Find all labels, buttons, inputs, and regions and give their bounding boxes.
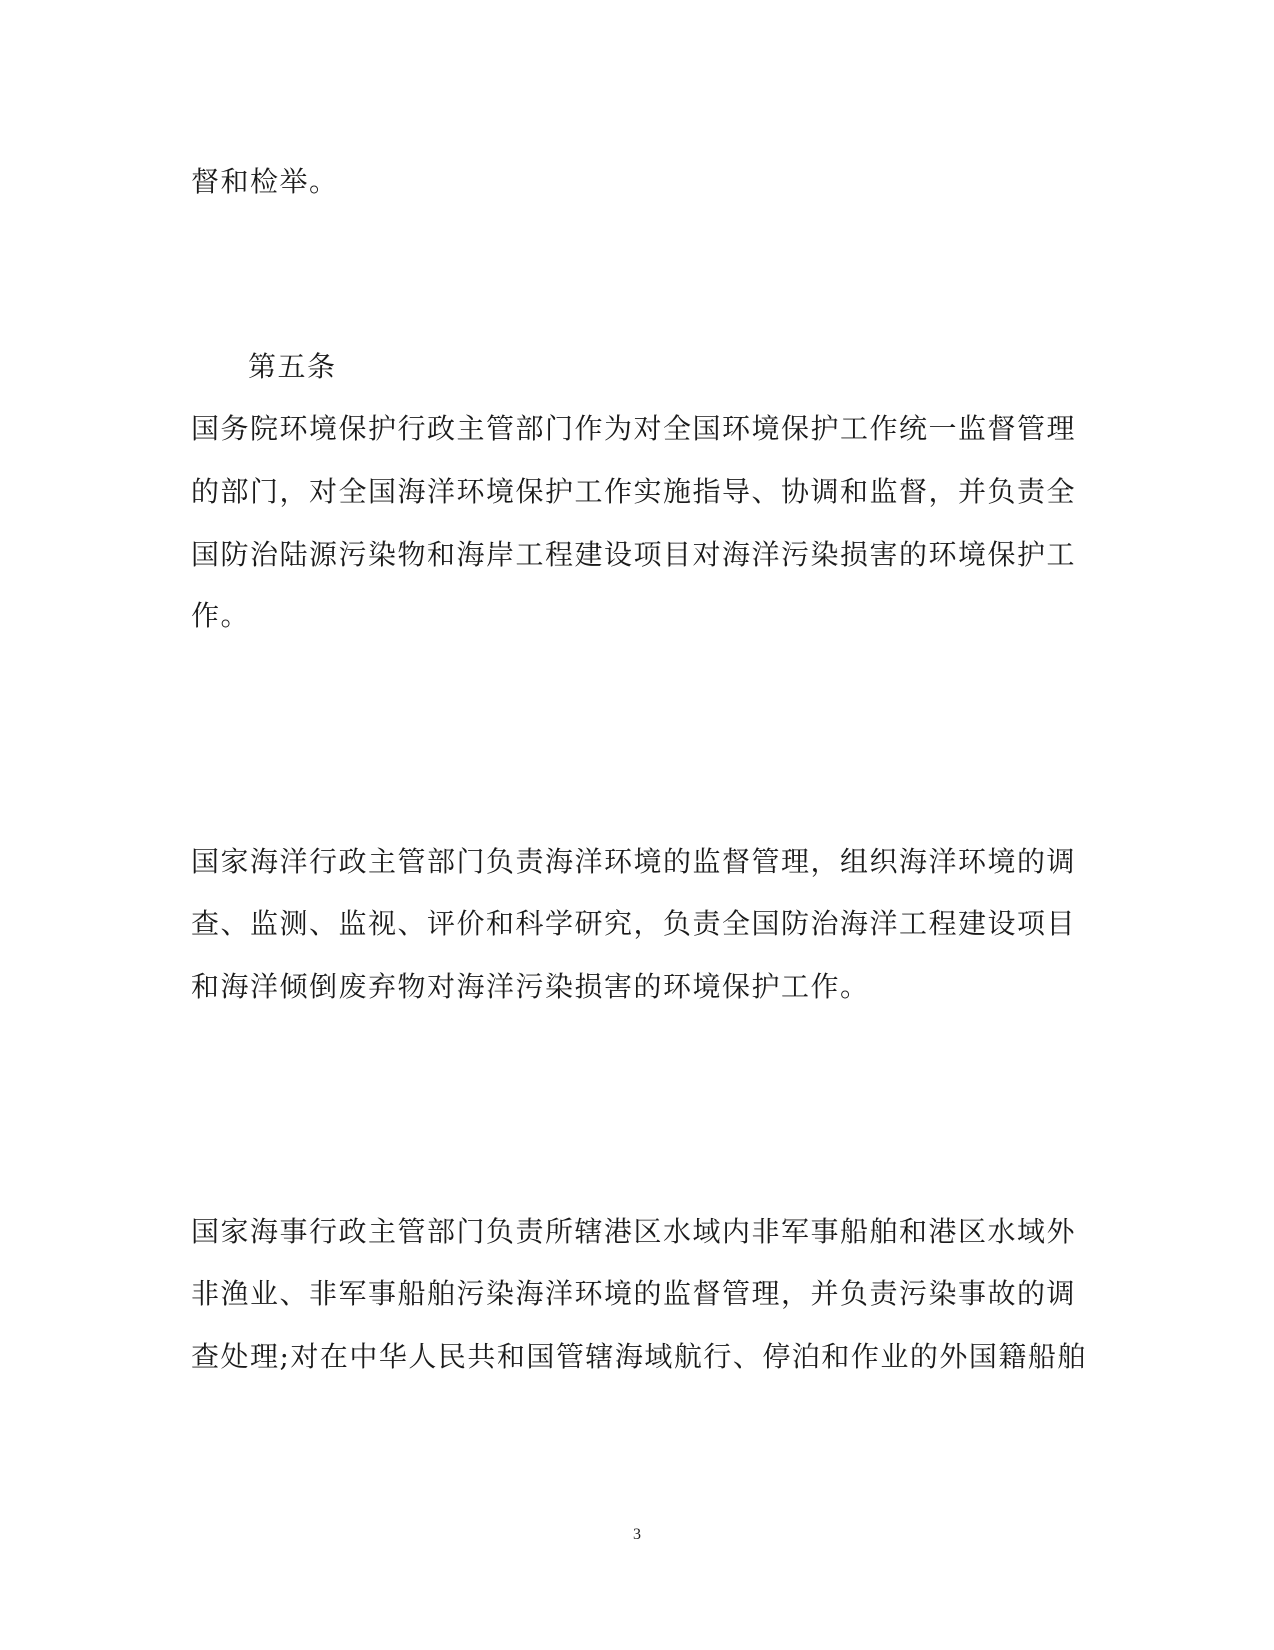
- paragraph-line: 查处理;对在中华人民共和国管辖海域航行、停泊和作业的外国籍船舶: [191, 1340, 1087, 1373]
- paragraph-line: 国家海洋行政主管部门负责海洋环境的监督管理，组织海洋环境的调: [191, 845, 1077, 878]
- paragraph-line: 查、监测、监视、评价和科学研究，负责全国防治海洋工程建设项目: [191, 907, 1077, 940]
- article-heading: 第五条: [248, 350, 337, 383]
- paragraph-line: 国防治陆源污染物和海岸工程建设项目对海洋污染损害的环境保护工: [191, 538, 1077, 571]
- paragraph-line: 的部门，对全国海洋环境保护工作实施指导、协调和监督，并负责全: [191, 475, 1077, 508]
- continuation-text: 督和检举。: [191, 165, 339, 198]
- paragraph-line: 国家海事行政主管部门负责所辖港区水域内非军事船舶和港区水域外: [191, 1215, 1077, 1248]
- paragraph-line: 和海洋倾倒废弃物对海洋污染损害的环境保护工作。: [191, 970, 870, 1003]
- paragraph-line: 非渔业、非军事船舶污染海洋环境的监督管理，并负责污染事故的调: [191, 1277, 1077, 1310]
- paragraph-line: 国务院环境保护行政主管部门作为对全国环境保护工作统一监督管理: [191, 412, 1077, 445]
- paragraph-line: 作。: [191, 599, 251, 632]
- page-number: 3: [633, 1526, 641, 1543]
